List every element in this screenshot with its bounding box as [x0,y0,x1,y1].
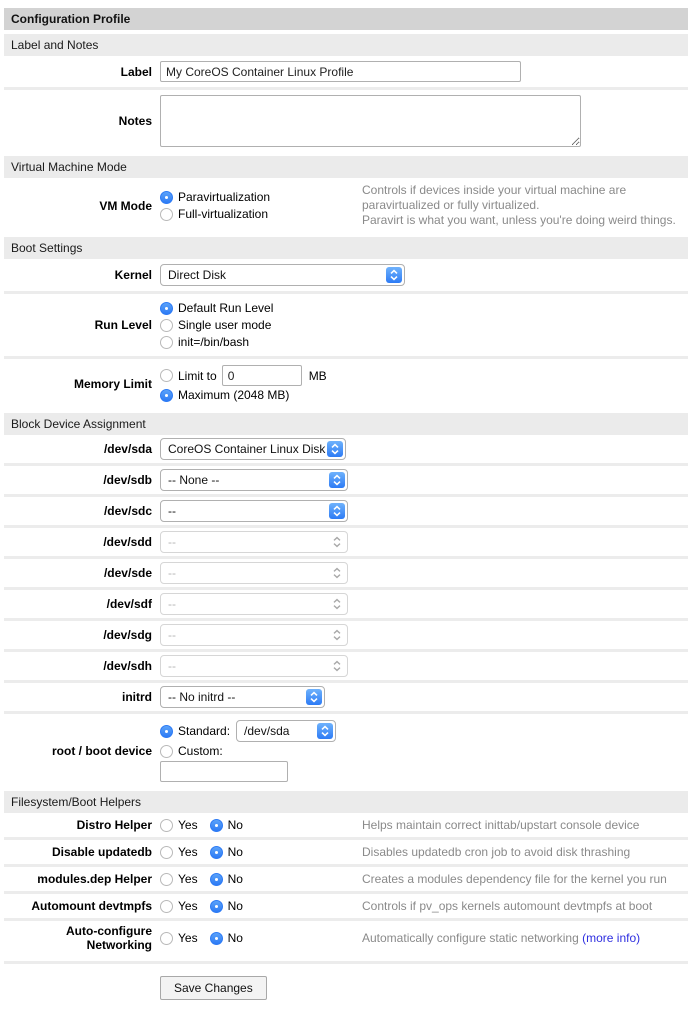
root-boot-device-options [160,719,688,782]
dev-sdc-label: /dev/sdc [103,504,152,518]
kernel-cell [160,264,688,286]
automount-yes-option[interactable] [160,898,198,914]
dev-sdd-cell [160,531,688,553]
vm-mode-help [362,183,688,228]
dev-sdf-cell [160,593,688,615]
select-arrows-icon [317,723,333,739]
disable-updatedb-row [4,837,688,864]
memory-unit-label: MB [308,368,327,383]
notes-field-cell [160,95,688,147]
distro-helper-no-option[interactable] [210,817,243,833]
disable-updatedb-options [160,843,362,861]
dev-sdh-cell [160,655,688,677]
initrd-cell [160,686,688,708]
dev-sda-row [4,435,688,463]
root-standard-option[interactable] [160,720,688,742]
dev-sda-select[interactable] [160,438,346,460]
dev-sdc-cell [160,500,688,522]
more-info-link[interactable]: (more info) [582,930,641,945]
disable-updatedb-label: Disable updatedb [51,845,152,859]
select-arrows-icon [306,689,322,705]
dev-sdc-row [4,494,688,525]
page-title: Configuration Profile [4,8,688,30]
dev-sdb-select[interactable] [160,469,348,491]
root-standard-label: Standard: [178,724,231,738]
dev-sdb-select-value: -- None -- [168,473,220,487]
notes-field-label: Notes [118,114,152,128]
full-virtualization-radio[interactable] [160,208,173,221]
dev-sde-select [160,562,348,584]
dev-sde-select-value: -- [168,566,176,580]
run-level-options [160,299,688,351]
automount-devtmpfs-help: Controls if pv_ops kernels automount devtmpfs at boot [362,898,653,913]
dev-sdg-row [4,618,688,649]
memory-maximum-option[interactable] [160,387,688,403]
root-custom-option[interactable] [160,743,688,759]
notes-row [4,87,688,152]
dev-sdh-select [160,655,348,677]
no-label: No [227,818,243,832]
dev-sdf-label: /dev/sdf [106,597,152,611]
select-arrows-icon [329,472,345,488]
dev-sdg-select [160,624,348,646]
label-notes-rows [4,56,688,152]
dev-sda-label: /dev/sda [103,442,152,456]
no-label: No [227,872,243,886]
disable-updatedb-yes-option[interactable] [160,844,198,860]
modules-dep-helper-options [160,870,362,888]
auto-configure-networking-help [362,931,688,946]
select-arrows-icon [329,658,345,674]
dev-sdc-select[interactable] [160,500,348,522]
run-level-row [4,291,688,356]
root-custom-input-wrap [160,761,688,782]
automount-no-radio[interactable] [210,900,223,913]
modules-dep-helper-row [4,864,688,891]
dev-sdb-row [4,463,688,494]
dev-sdf-select [160,593,348,615]
run-level-single-user-option[interactable] [160,317,688,333]
dev-sdf-select-value: -- [168,597,176,611]
disable-updatedb-no-option[interactable] [210,844,243,860]
select-arrows-icon [329,627,345,643]
root-boot-device-row [4,711,688,787]
modules-dep-helper-label: modules.dep Helper [37,872,152,886]
dev-sdh-label: /dev/sdh [103,659,152,673]
auto-configure-yes-option[interactable] [160,930,198,946]
label-field-label: Label [120,64,152,79]
select-arrows-icon [329,596,345,612]
auto-configure-networking-label: Auto-configure Networking [66,924,152,952]
yes-label: Yes [178,845,198,859]
run-level-default-option[interactable] [160,300,688,316]
kernel-select-value: Direct Disk [168,268,227,282]
root-standard-select-value: /dev/sda [244,724,290,738]
select-arrows-icon [327,441,343,457]
root-standard-select[interactable] [236,720,336,742]
yes-label: Yes [178,818,198,832]
root-custom-radio[interactable] [160,745,173,758]
yes-label: Yes [178,899,198,913]
dev-sdh-select-value: -- [168,659,176,673]
label-input[interactable] [160,61,521,82]
distro-helper-no-radio[interactable] [210,819,223,832]
modules-dep-no-option[interactable] [210,871,243,887]
vm-mode-full-virtualization-option[interactable] [160,206,362,222]
dev-sdb-cell [160,469,688,491]
vm-mode-row [4,178,688,233]
disable-updatedb-no-radio[interactable] [210,846,223,859]
dev-sdc-select-value: -- [168,504,176,518]
automount-devtmpfs-label: Automount devtmpfs [31,899,152,913]
dev-sdd-label: /dev/sdd [103,535,152,549]
section-filesystem-boot-helpers: Filesystem/Boot Helpers [4,791,688,813]
distro-helper-label: Distro Helper [76,818,152,832]
distro-helper-yes-option[interactable] [160,817,198,833]
automount-no-option[interactable] [210,898,243,914]
dev-sdg-cell [160,624,688,646]
select-arrows-icon [329,534,345,550]
auto-configure-yes-radio[interactable] [160,932,173,945]
form-footer [4,961,688,1020]
dev-sdd-select-value: -- [168,535,176,549]
maximum-memory-label: Maximum (2048 MB) [178,388,290,402]
single-user-mode-radio[interactable] [160,319,173,332]
modules-dep-yes-option[interactable] [160,871,198,887]
dev-sde-cell [160,562,688,584]
default-run-level-radio[interactable] [160,302,173,315]
distro-helper-options [160,816,362,834]
label-row [4,56,688,87]
dev-sdg-select-value: -- [168,628,176,642]
dev-sdf-row [4,587,688,618]
section-virtual-machine-mode: Virtual Machine Mode [4,156,688,178]
memory-limit-row [4,356,688,409]
memory-limit-label: Memory Limit [73,377,152,391]
yes-label: Yes [178,931,198,945]
paravirtualization-label: Paravirtualization [178,190,271,204]
label-field-cell [160,61,688,82]
block-device-rows [4,435,688,787]
no-label: No [227,899,243,913]
dev-sdg-label: /dev/sdg [103,628,152,642]
initrd-row [4,680,688,711]
memory-limit-options [160,364,688,404]
notes-textarea[interactable] [160,95,581,147]
select-arrows-icon [329,503,345,519]
full-virtualization-label: Full-virtualization [178,207,269,221]
vm-mode-paravirtualization-option[interactable] [160,189,362,205]
select-arrows-icon [386,267,402,283]
initrd-select-value: -- No initrd -- [168,690,236,704]
dev-sdb-label: /dev/sdb [103,473,152,487]
run-level-label: Run Level [94,318,152,332]
paravirtualization-radio[interactable] [160,191,173,204]
yes-label: Yes [178,872,198,886]
modules-dep-yes-radio[interactable] [160,873,173,886]
no-label: No [227,931,243,945]
modules-dep-no-radio[interactable] [210,873,223,886]
no-label: No [227,845,243,859]
root-standard-radio[interactable] [160,725,173,738]
automount-devtmpfs-options [160,897,362,915]
kernel-select[interactable] [160,264,405,286]
root-custom-input[interactable] [160,761,288,782]
run-level-init-bash-option[interactable] [160,334,688,350]
auto-configure-networking-options [160,929,362,947]
kernel-row [4,259,688,291]
dev-sda-cell [160,438,688,460]
auto-configure-help-text: Automatically configure static networking [362,930,579,945]
section-label-and-notes: Label and Notes [4,34,688,56]
disable-updatedb-help: Disables updatedb cron job to avoid disk thrashing [362,844,631,859]
distro-helper-help: Helps maintain correct inittab/upstart console device [362,817,640,832]
boot-settings-rows [4,259,688,409]
dev-sdd-select [160,531,348,553]
automount-yes-radio[interactable] [160,900,173,913]
save-changes-button[interactable]: Save Changes [160,976,267,1000]
dev-sda-select-value: CoreOS Container Linux Disk [168,442,326,456]
limit-to-radio[interactable] [160,369,173,382]
default-run-level-label: Default Run Level [178,301,274,315]
vm-mode-label: VM Mode [99,198,152,213]
auto-configure-networking-row [4,918,688,955]
initrd-select[interactable] [160,686,325,708]
init-bash-radio[interactable] [160,336,173,349]
limit-to-label: Limit to [178,368,217,383]
root-boot-device-label: root / boot device [51,743,152,758]
dev-sdd-row [4,525,688,556]
auto-configure-no-option[interactable] [210,930,243,946]
section-block-device-assignment: Block Device Assignment [4,413,688,435]
dev-sde-label: /dev/sde [103,566,152,580]
disable-updatedb-yes-radio[interactable] [160,846,173,859]
section-boot-settings: Boot Settings [4,237,688,259]
distro-helper-yes-radio[interactable] [160,819,173,832]
maximum-memory-radio[interactable] [160,389,173,402]
automount-devtmpfs-row [4,891,688,918]
auto-configure-no-radio[interactable] [210,932,223,945]
root-custom-label: Custom: [178,744,223,758]
vm-mode-options [160,188,362,223]
memory-limit-to-option[interactable] [160,365,688,386]
distro-helper-row [4,813,688,837]
vm-mode-help-line2: Paravirt is what you want, unless you're doing weird things. [362,213,676,227]
dev-sdh-row [4,649,688,680]
dev-sde-row [4,556,688,587]
init-bash-label: init=/bin/bash [178,335,250,349]
modules-dep-helper-help: Creates a modules dependency file for the kernel you run [362,871,667,886]
helper-rows [4,813,688,955]
vm-mode-help-line1: Controls if devices inside your virtual machine are paravirtualized or fully virtualized. [362,183,627,212]
single-user-mode-label: Single user mode [178,318,272,332]
memory-limit-input[interactable] [222,365,302,386]
kernel-label: Kernel [114,268,152,282]
select-arrows-icon [329,565,345,581]
initrd-label: initrd [122,690,152,704]
